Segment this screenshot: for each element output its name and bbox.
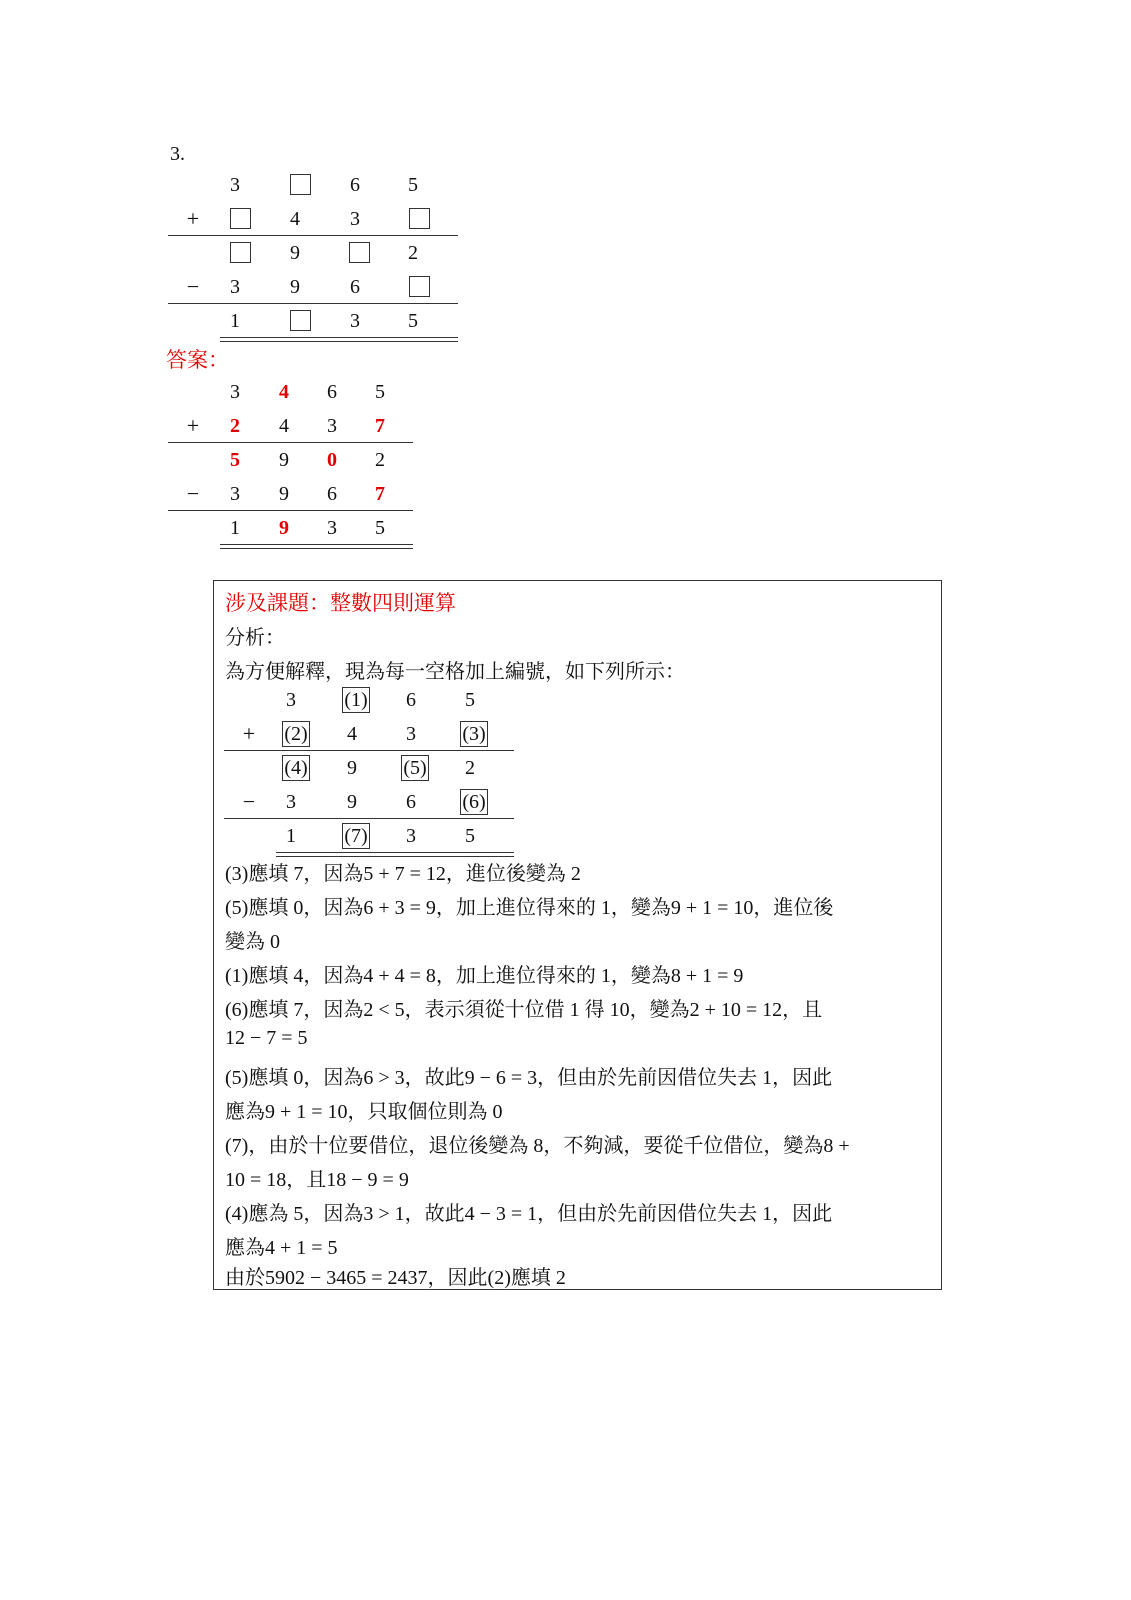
digit-cell: 2 [465, 757, 475, 779]
blank-label: (5) [403, 757, 427, 779]
label-cell [454, 717, 494, 751]
digit-cell: 6 [406, 791, 416, 813]
blank-cell: 3 [230, 174, 240, 196]
filled-digit: 7 [375, 483, 385, 505]
label-cell [454, 785, 494, 819]
result-double-rule [220, 544, 413, 549]
digit-cell: 5 [375, 517, 385, 539]
labeled-row-3 [224, 751, 514, 785]
explanation-line: 10 = 18，且18 − 9 = 9 [225, 1169, 409, 1191]
blank-label: (4) [284, 757, 308, 779]
question-grid [168, 168, 458, 338]
digit-cell: 5 [408, 310, 418, 332]
digit-cell: 6 [327, 483, 337, 505]
digit-cell: 1 [230, 517, 240, 539]
plus-sign: + [186, 206, 200, 231]
digit-cell: 9 [347, 791, 357, 813]
digit-cell: 3 [230, 276, 240, 298]
blank-label: (7) [344, 825, 368, 847]
filled-digit: 5 [230, 449, 240, 471]
digit-cell: 5 [465, 689, 475, 711]
digit-cell: 3 [230, 483, 240, 505]
label-cell [336, 683, 376, 717]
label-cell [276, 717, 316, 751]
digit-cell: 1 [286, 825, 296, 847]
blank-label: (3) [462, 723, 486, 745]
blank-label: (6) [462, 791, 486, 813]
answer-title: 答案： [166, 348, 229, 372]
label-cell [336, 819, 376, 853]
blank-square-icon [409, 276, 430, 297]
explanation-line: (3)應填 7，因為5 + 7 = 12，進位後變為 2 [225, 863, 581, 885]
labeled-row-5 [224, 819, 514, 853]
digit-cell: 3 [406, 723, 416, 745]
result-double-rule [220, 337, 458, 342]
question-row-5 [168, 304, 458, 338]
minus-sign: − [242, 789, 256, 814]
digit-cell: 3 [350, 310, 360, 332]
explanation-line: (4)應為 5，因為3 > 1，故此4 − 3 = 1，但由於先前因借位失去 1，因此 [225, 1203, 833, 1225]
blank-square-icon [409, 208, 430, 229]
answer-row-5 [168, 511, 413, 545]
digit-cell: 4 [347, 723, 357, 745]
blank-square-icon [230, 242, 251, 263]
digit-cell: 6 [350, 276, 360, 298]
labeled-row-1 [224, 683, 514, 717]
question-row-2 [168, 202, 458, 236]
digit-cell: 6 [350, 174, 360, 196]
digit-cell: 5 [408, 174, 418, 196]
labeled-row-2 [224, 717, 514, 751]
digit-cell: 6 [406, 689, 416, 711]
plus-sign: + [242, 721, 256, 746]
digit-cell: 3 [230, 381, 240, 403]
question-row-4 [168, 270, 458, 304]
explanation-line: (6)應填 7，因為2 < 5，表示須從十位借 1 得 10，變為2 + 10 = 12，且 [225, 999, 823, 1021]
digit-cell: 2 [408, 242, 418, 264]
digit-cell: 4 [290, 208, 300, 230]
question-number: 3. [170, 143, 185, 165]
blank-label: (1) [344, 689, 368, 711]
filled-digit: 7 [375, 415, 385, 437]
answer-grid [168, 375, 413, 545]
explanation-line: 由於5902 − 3465 = 2437，因此(2)應填 2 [225, 1267, 566, 1289]
explanation-line: (5)應填 0，因為6 + 3 = 9，加上進位得來的 1，變為9 + 1 = 10，進位後 [225, 897, 834, 919]
explanation-line: 12 − 7 = 5 [225, 1027, 308, 1049]
blank-label: (2) [284, 723, 308, 745]
labeled-row-4 [224, 785, 514, 819]
digit-cell: 3 [350, 208, 360, 230]
digit-cell: 9 [290, 242, 300, 264]
blank-cell[interactable] [225, 236, 255, 270]
minus-sign: − [186, 481, 200, 506]
labeled-grid [224, 683, 514, 853]
digit-cell: 3 [286, 791, 296, 813]
blank-square-icon [230, 208, 251, 229]
label-cell [395, 751, 435, 785]
label-cell [276, 751, 316, 785]
sum-rule [168, 442, 413, 443]
filled-digit: 0 [327, 449, 337, 471]
question-row-3 [168, 236, 458, 270]
digit-cell: 1 [230, 310, 240, 332]
digit-cell: 3 [406, 825, 416, 847]
blank-square-icon [349, 242, 370, 263]
digit-cell: 6 [327, 381, 337, 403]
explanation-line: 應為9 + 1 = 10，只取個位則為 0 [225, 1101, 503, 1123]
digit-cell: 4 [279, 415, 289, 437]
blank-cell[interactable] [344, 236, 374, 270]
topic-title: 涉及課題：整數四則運算 [225, 591, 456, 615]
digit-cell: 9 [279, 449, 289, 471]
difference-rule [168, 510, 413, 511]
digit-cell: 3 [286, 689, 296, 711]
answer-row-2 [168, 409, 413, 443]
digit-cell: 9 [290, 276, 300, 298]
digit-cell: 9 [279, 483, 289, 505]
answer-row-1 [168, 375, 413, 409]
blank-cell[interactable] [285, 168, 315, 202]
sum-rule [168, 235, 458, 236]
blank-cell[interactable] [225, 202, 255, 236]
blank-cell[interactable] [285, 304, 315, 338]
explanation-line: (1)應填 4，因為4 + 4 = 8，加上進位得來的 1，變為8 + 1 = 9 [225, 965, 744, 987]
answer-row-4 [168, 477, 413, 511]
sum-rule [224, 750, 514, 751]
analysis-heading: 分析： [225, 627, 285, 649]
blank-cell[interactable] [404, 270, 434, 304]
plus-sign: + [186, 413, 200, 438]
analysis-intro: 為方便解釋，現為每一空格加上編號，如下列所示： [225, 661, 685, 683]
difference-rule [224, 818, 514, 819]
digit-cell: 5 [375, 381, 385, 403]
question-row-1 [168, 168, 458, 202]
explanation-line: (5)應填 0，因為6 > 3，故此9 − 6 = 3，但由於先前因借位失去 1，因此 [225, 1067, 833, 1089]
explanation-line: (7)，由於十位要借位，退位後變為 8，不夠減，要從千位借位，變為8 + [225, 1135, 850, 1157]
digit-cell: 5 [465, 825, 475, 847]
digit-cell: 3 [327, 517, 337, 539]
digit-cell: 2 [375, 449, 385, 471]
filled-digit: 4 [279, 381, 289, 403]
analysis-box [213, 580, 942, 1290]
digit-cell: 3 [327, 415, 337, 437]
difference-rule [168, 303, 458, 304]
blank-square-icon [290, 174, 311, 195]
filled-digit: 2 [230, 415, 240, 437]
explanation-line: 變為 0 [225, 931, 280, 953]
digit-cell: 9 [347, 757, 357, 779]
blank-cell[interactable] [404, 202, 434, 236]
explanation-line: 應為4 + 1 = 5 [225, 1237, 338, 1259]
blank-square-icon [290, 310, 311, 331]
answer-row-3 [168, 443, 413, 477]
minus-sign: − [186, 274, 200, 299]
filled-digit: 9 [279, 517, 289, 539]
